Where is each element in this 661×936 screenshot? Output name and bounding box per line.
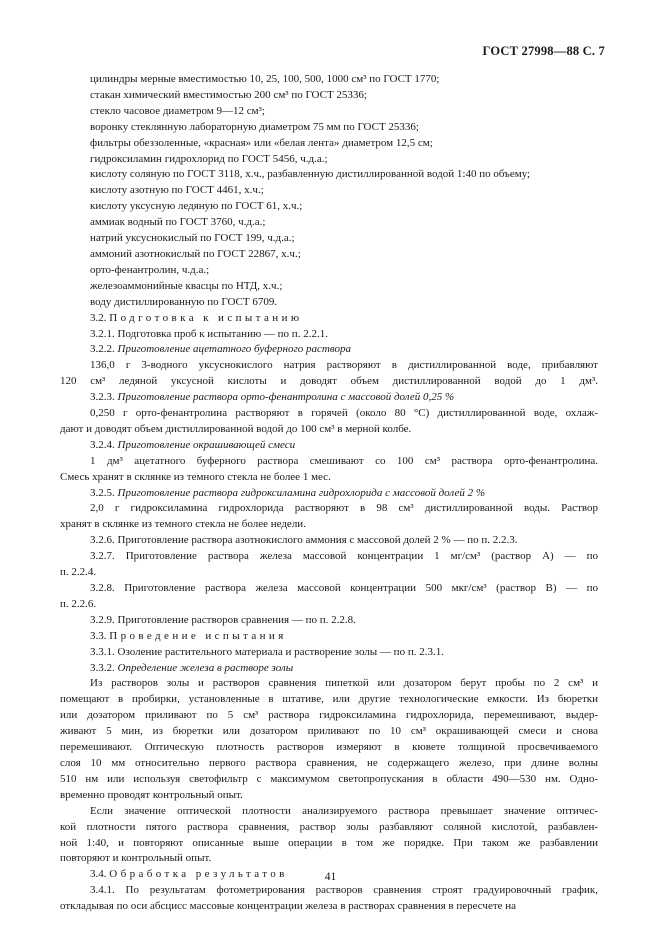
document-body bbox=[60, 72, 598, 915]
text-line: 3.2.9. Приготовление растворов сравнения — по п. 2.2.8. bbox=[90, 613, 356, 626]
text-line: 120 см³ ледяной уксусной кислоты и доводят объем дистиллированной водой до 1 дм³. bbox=[60, 375, 598, 388]
text-line: 3.2. Подготовка к испытанию bbox=[90, 311, 303, 324]
text-line: кислоту соляную по ГОСТ 3118, х.ч., разбавленную дистиллированной водой 1:40 по объему; bbox=[90, 168, 531, 181]
text-line: повторяют и контрольный опыт. bbox=[60, 852, 212, 865]
text-line: 3.4. Обработка результатов bbox=[90, 868, 288, 881]
text-line: 3.3. Проведение испытания bbox=[90, 629, 287, 642]
text-line: 3.2.2. Приготовление ацетатного буферного раствора bbox=[90, 343, 351, 356]
text-line: натрий уксуснокислый по ГОСТ 199, ч.д.а.; bbox=[90, 232, 295, 245]
text-line: 510 нм или используя светофильтр с максимумом светопропускания в области 490—530 нм. Одно- bbox=[60, 772, 598, 785]
text-line: 3.2.3. Приготовление раствора орто-фенантролина с массовой долей 0,25 % bbox=[90, 391, 455, 404]
text-line: кой плотности пятого раствора сравнения, раствор золы разбавляют соляной кислотой, разбавлен- bbox=[60, 820, 598, 833]
text-line: аммиак водный по ГОСТ 3760, ч.д.а.; bbox=[90, 216, 266, 229]
text-line: Смесь хранят в склянке из темного стекла не более 1 мес. bbox=[60, 470, 331, 483]
text-line: п. 2.2.6. bbox=[60, 597, 97, 610]
text-line: 3.3.2. Определение железа в растворе золы bbox=[90, 661, 294, 674]
text-line: ной 1:40, и повторяют описанные выше операции в том же порядке. При таком же разбавлении bbox=[60, 836, 598, 849]
text-line: орто-фенантролин, ч.д.а.; bbox=[90, 263, 210, 276]
text-line: стакан химический вместимостью 200 см³ по ГОСТ 25336; bbox=[90, 88, 367, 101]
text-line: стекло часовое диаметром 9—12 см³; bbox=[90, 104, 265, 117]
text-line: п. 2.2.4. bbox=[60, 566, 97, 579]
text-line: слоя 10 мм относительно первого раствора сравнения, не содержащего железо, при длине волны bbox=[60, 756, 598, 769]
text-line: фильтры обеззоленные, «красная» или «белая лента» диаметром 12,5 см; bbox=[90, 136, 433, 149]
text-line: 3.2.8. Приготовление раствора железа массовой концентрации 500 мкг/см³ (раствор В) — по bbox=[90, 582, 598, 594]
text-line: дают и доводят объем дистиллированной водой до 100 см³ в мерной колбе. bbox=[60, 422, 412, 435]
text-line: живают 5 мин, из бюретки или дозатором приливают по 10 см³ окрашивающей смеси и снова bbox=[60, 725, 598, 738]
text-line: аммоний азотнокислый по ГОСТ 22867, х.ч.; bbox=[90, 247, 301, 260]
text-line: 3.2.6. Приготовление раствора азотнокислого аммония с массовой долей 2 % — по п. 2.2.3. bbox=[90, 534, 518, 547]
text-line: перемешивают. Оптическую плотность растворов измеряют в кювете толщиной просвечиваемого bbox=[60, 741, 598, 754]
text-line: кислоту уксусную ледяную по ГОСТ 61, х.ч.; bbox=[90, 200, 303, 213]
text-line: помещают в пробирки, установленные в штативе, или другие технологические емкости. Из бюретки bbox=[60, 693, 598, 706]
text-line: Из растворов золы и растворов сравнения пипеткой или дозатором берут пробы по 2 см³ и bbox=[90, 677, 598, 690]
text-line: 3.2.4. Приготовление окрашивающей смеси bbox=[90, 438, 296, 451]
page-header: ГОСТ 27998—88 С. 7 bbox=[482, 44, 605, 58]
text-line: откладывая по оси абсцисс массовые концентрации железа в растворах сравнения в пересчете на bbox=[60, 900, 517, 913]
text-line: 3.2.1. Подготовка проб к испытанию — по п. 2.2.1. bbox=[90, 327, 328, 340]
text-line: или дозатором приливают по 5 см³ раствора гидроксиламина гидрохлорида, перемешивают, выдер- bbox=[60, 709, 598, 722]
text-line: железоаммонийные квасцы по НТД, х.ч.; bbox=[90, 279, 283, 292]
text-line: 3.2.7. Приготовление раствора железа массовой концентрации 1 мг/см³ (раствор А) — по bbox=[90, 550, 598, 563]
text-line: воду дистиллированную по ГОСТ 6709. bbox=[90, 295, 278, 308]
text-line: кислоту азотную по ГОСТ 4461, х.ч.; bbox=[90, 184, 264, 197]
text-line: 0,250 г орто-фенантролина растворяют в горячей (около 80 °С) дистиллированной воде, охлаж- bbox=[90, 407, 598, 420]
text-line: хранят в склянке из темного стекла не более недели. bbox=[60, 518, 306, 531]
text-line: 3.3.1. Озоление растительного материала и растворение золы — по п. 2.3.1. bbox=[90, 645, 444, 658]
text-line: 136,0 г 3-водного уксуснокислого натрия растворяют в дистиллированной воде, прибавляют bbox=[90, 359, 598, 372]
text-line: 3.2.5. Приготовление раствора гидроксиламина гидрохлорида с массовой долей 2 % bbox=[90, 486, 486, 499]
text-line: временно проводят контрольный опыт. bbox=[60, 788, 243, 801]
text-line: 2,0 г гидроксиламина гидрохлорида растворяют в 98 см³ дистиллированной воды. Раствор bbox=[90, 502, 598, 515]
text-line: цилиндры мерные вместимостью 10, 25, 100, 500, 1000 см³ по ГОСТ 1770; bbox=[90, 73, 440, 85]
text-line: гидроксиламин гидрохлорид по ГОСТ 5456, ч.д.а.; bbox=[90, 152, 328, 165]
text-line: 3.4.1. По результатам фотометрирования растворов сравнения строят градуировочный график, bbox=[90, 884, 598, 897]
text-line: Если значение оптической плотности анализируемого раствора превышает значение оптичес- bbox=[90, 804, 598, 817]
text-line: 1 дм³ ацетатного буферного раствора смешивают со 100 см³ раствора орто-фенантролина. bbox=[90, 454, 598, 467]
page-number: 41 bbox=[324, 871, 337, 883]
text-line: воронку стеклянную лабораторную диаметром 75 мм по ГОСТ 25336; bbox=[90, 120, 419, 133]
